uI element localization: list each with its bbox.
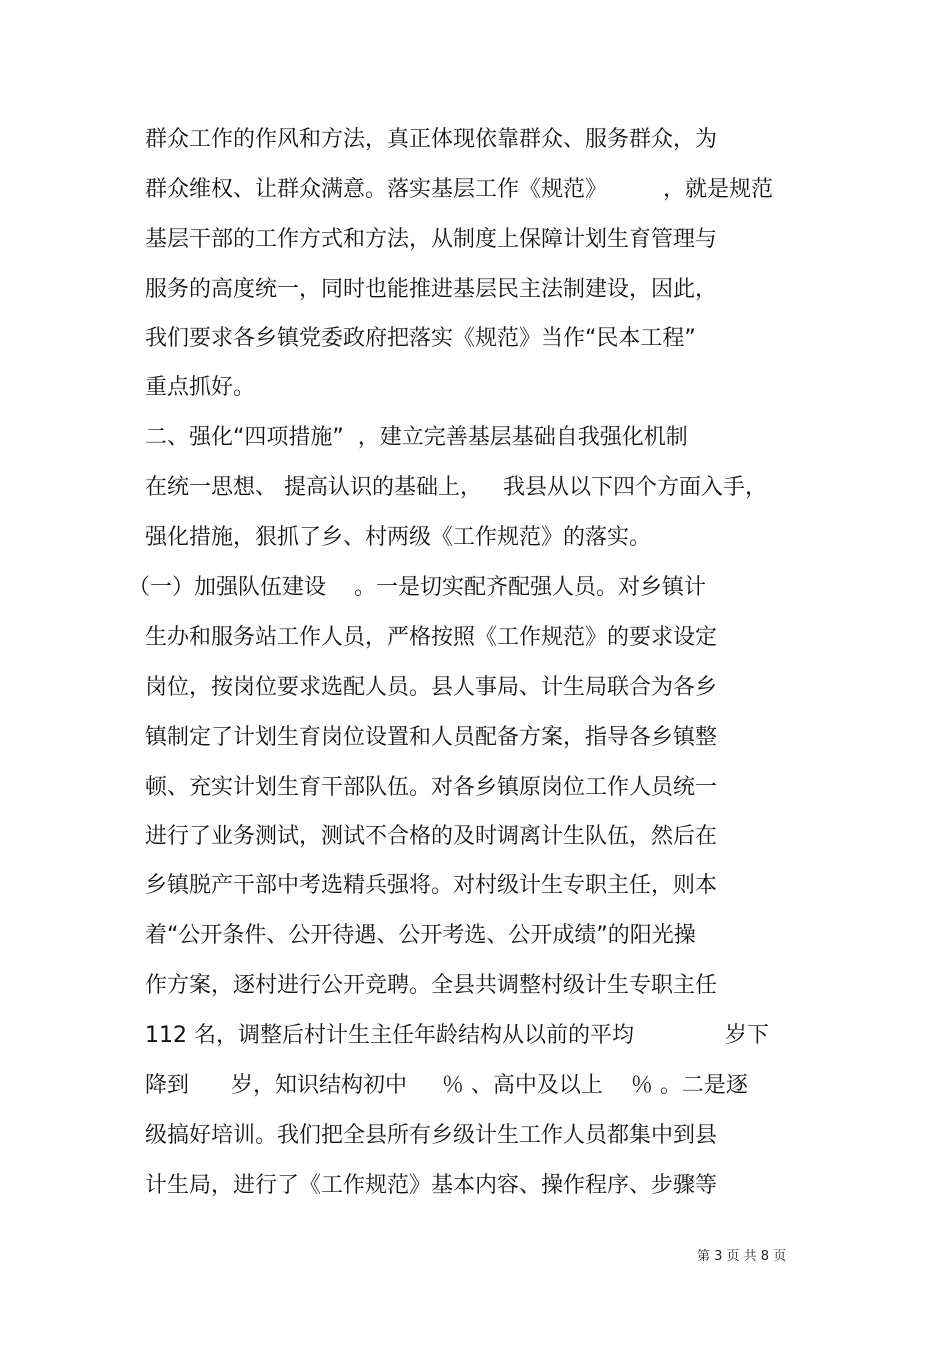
text-line: 服务的高度统一，同时也能推进基层民主法制建设，因此，	[145, 277, 718, 302]
text-line: 作方案，逐村进行公开竞聘。全县共调整村级计生专职主任	[145, 973, 718, 998]
text-line: 乡镇脱产干部中考选精兵强将。对村级计生专职主任，则本	[145, 873, 718, 898]
text-line: 级搞好培训。我们把全县所有乡级计生工作人员都集中到县	[145, 1123, 718, 1148]
text-line: 生办和服务站工作人员，严格按照《工作规范》的要求设定	[145, 625, 718, 650]
text-line: 着“公开条件、公开待遇、公开考选、公开成绩”的阳光操	[145, 923, 696, 948]
text-line: 112 名，调整后村计生主任年龄结构从以前的平均 岁下	[145, 1023, 769, 1048]
text-line: 降到 岁，知识结构初中 ％ 、高中及以上 ％ 。二是逐	[145, 1073, 748, 1098]
section-heading: 二、强化“四项措施” ，建立完善基层基础自我强化机制	[145, 425, 688, 450]
text-line: 重点抓好。	[145, 375, 256, 400]
text-line: 在统一思想、 提高认识的基础上， 我县从以下四个方面入手，	[145, 475, 767, 500]
text-line: 计生局，进行了《工作规范》基本内容、操作程序、步骤等	[145, 1173, 718, 1198]
text-line: 我们要求各乡镇党委政府把落实《规范》当作“民本工程”	[145, 326, 696, 351]
text-line: 顿、充实计划生育干部队伍。对各乡镇原岗位工作人员统一	[145, 775, 718, 800]
text-line: 强化措施，狠抓了乡、村两级《工作规范》的落实。	[145, 525, 652, 550]
text-line: 群众工作的作风和方法，真正体现依靠群众、服务群众，为	[145, 127, 718, 152]
page-number-footer: 第 3 页 共 8 页	[697, 1249, 787, 1264]
text-line: （一）加强队伍建设 。一是切实配齐配强人员。对乡镇计	[128, 575, 706, 600]
text-line: 基层干部的工作方式和方法，从制度上保障计划生育管理与	[145, 227, 718, 252]
text-line: 进行了业务测试，测试不合格的及时调离计生队伍，然后在	[145, 824, 718, 849]
text-line: 群众维权、让群众满意。落实基层工作《规范》 ，就是规范	[145, 177, 773, 202]
text-line: 镇制定了计划生育岗位设置和人员配备方案，指导各乡镇整	[145, 725, 718, 750]
text-line: 岗位，按岗位要求选配人员。县人事局、计生局联合为各乡	[145, 675, 718, 700]
